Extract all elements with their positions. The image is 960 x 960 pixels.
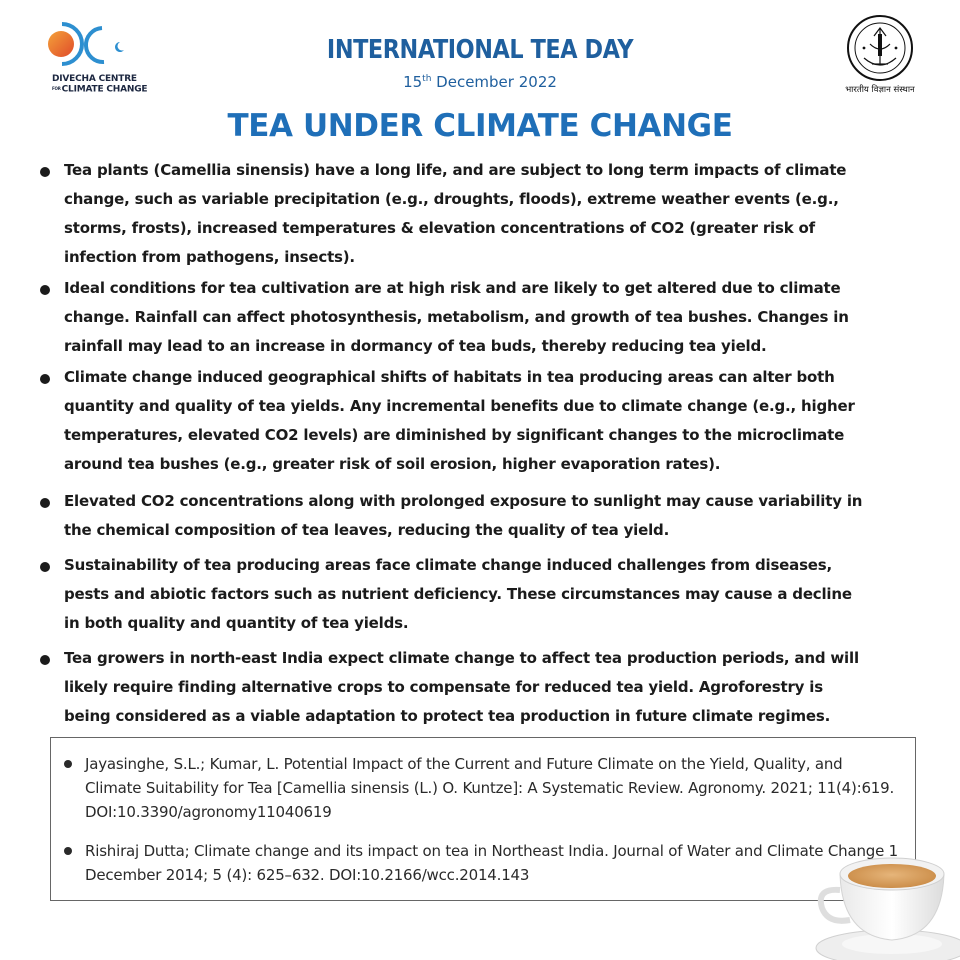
bullet-dot-icon	[40, 285, 50, 295]
bullet-text: Elevated CO2 concentrations along with prolonged exposure to sunlight may cause variability in the chemical composition of tea leaves, reducing the quality of tea yield.	[64, 492, 863, 539]
bullet-text: Ideal conditions for tea cultivation are at high risk and are likely to get altered due to climate change. Rainfall can affect photosynthesis, metabolism, and growth of tea bushes. Changes in rainfall may lead to an increase in dormancy of tea buds, thereby reducing tea yield.	[64, 279, 849, 355]
bullet-dot-icon	[40, 167, 50, 177]
bullet-list	[38, 156, 868, 731]
bullet-dot-icon	[40, 374, 50, 384]
teacup-icon	[810, 840, 960, 960]
bullet-dot-icon	[40, 655, 50, 665]
divecha-caption-line2: CLIMATE CHANGE	[61, 84, 148, 95]
event-date-day: 15	[403, 73, 423, 91]
bullet-item	[38, 487, 868, 545]
bullet-text: Climate change induced geographical shifts of habitats in tea producing areas can alter both quantity and quality of tea yields. Any incremental benefits due to climate change (e.g., higher temperatures, elevated CO2 levels) are diminished by significant changes to the microclimate around tea bushes (e.g., greater risk of soil erosion, higher evaporation rates).	[64, 368, 855, 473]
bullet-text: Sustainability of tea producing areas face climate change induced challenges from diseases, pests and abiotic factors such as nutrient deficiency. These circumstances may cause a decline in both quality and quantity of tea yields.	[64, 556, 852, 632]
event-date	[0, 70, 960, 91]
bullet-item	[38, 363, 868, 479]
references-list	[63, 752, 903, 887]
references-box	[50, 737, 916, 901]
bullet-item	[38, 156, 868, 272]
bullet-item	[38, 644, 868, 731]
iisc-emblem-icon	[834, 14, 926, 84]
reference-item	[63, 839, 903, 887]
bullet-dot-icon	[40, 562, 50, 572]
reference-dot-icon	[64, 760, 72, 768]
event-title: INTERNATIONAL TEA DAY	[326, 35, 634, 65]
event-date-rest: December 2022	[431, 73, 557, 91]
bullet-item	[38, 274, 868, 361]
bullet-dot-icon	[40, 498, 50, 508]
bullet-item	[38, 551, 868, 638]
bullet-text: Tea plants (Camellia sinensis) have a long life, and are subject to long term impacts of climate change, such as variable precipitation (e.g., droughts, floods), extreme weather events (e.g., storms, frosts), increased temperatures & elevation concentrations of CO2 (greater risk of infection from pathogens, insects).	[64, 161, 847, 266]
main-title: TEA UNDER CLIMATE CHANGE	[227, 108, 733, 144]
reference-item	[63, 752, 903, 824]
divecha-caption-line1: DIVECHA CENTRE	[52, 74, 137, 84]
bullet-text: Tea growers in north-east India expect climate change to affect tea production periods, and will likely require finding alternative crops to compensate for reduced tea yield. Agroforestry is being considered as a viable adaptation to protect tea production in future climate regimes.	[64, 649, 859, 725]
event-date-suffix: th	[422, 74, 432, 84]
header	[0, 34, 960, 91]
reference-text: Rishiraj Dutta; Climate change and its impact on tea in Northeast India. Journal of Water and Climate Change 1 December 2014; 5 (4): 625–632. DOI:10.2166/wcc.2014.143	[85, 842, 899, 884]
reference-dot-icon	[64, 847, 72, 855]
reference-text: Jayasinghe, S.L.; Kumar, L. Potential Impact of the Current and Future Climate on the Yield, Quality, and Climate Suitability for Tea [Camellia sinensis (L.) O. Kuntze]: A Systematic Review. Agronomy. 2021; 11(4):619. DOI:10.3390/agronomy11040619	[85, 755, 895, 821]
iisc-logo	[834, 14, 926, 102]
divecha-caption-small: FOR	[52, 86, 61, 91]
iisc-caption: भारतीय विज्ञान संस्थान	[845, 85, 915, 95]
